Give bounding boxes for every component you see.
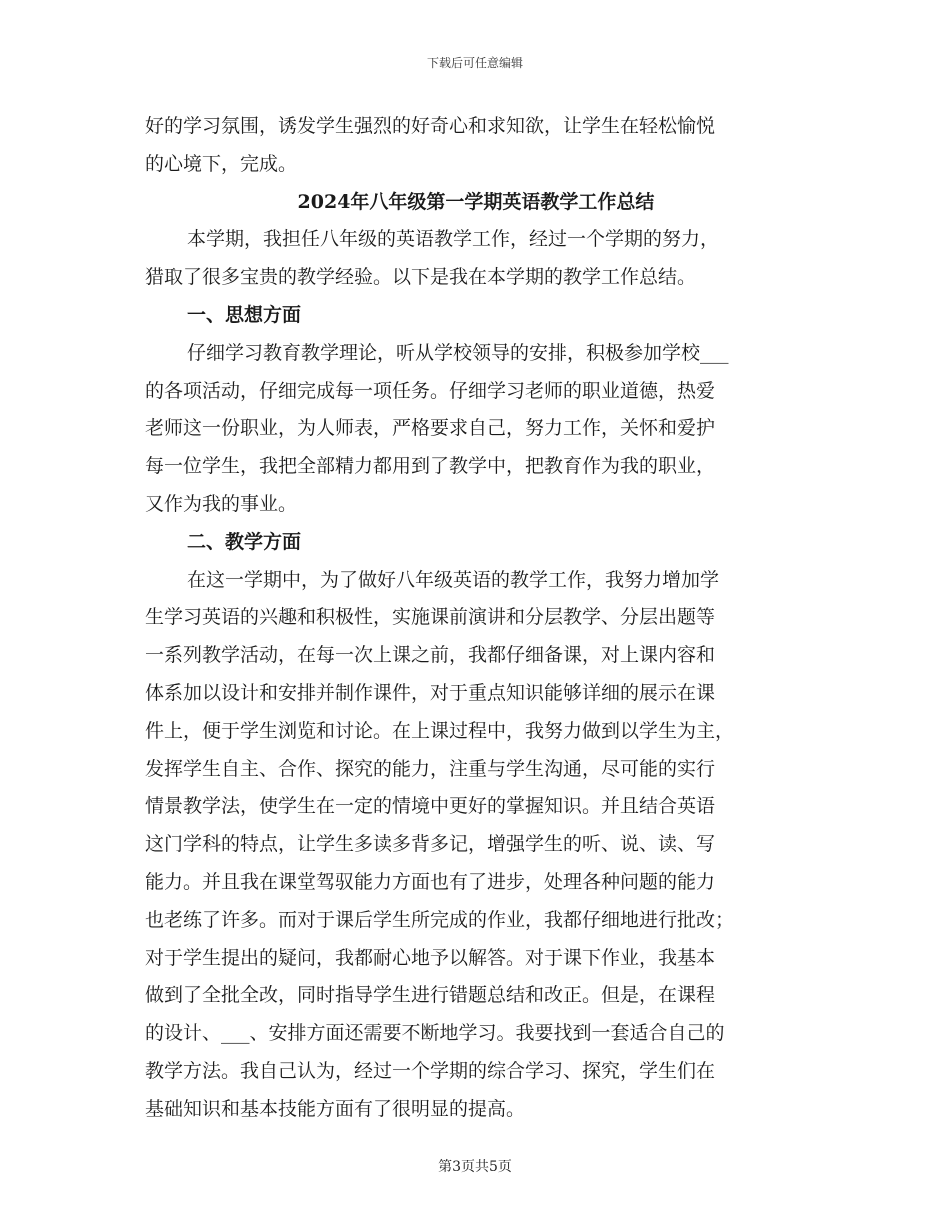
text-line: 也老练了许多。而对于课后学生所完成的作业，我都仔细地进行批改； [145, 908, 735, 931]
text-line: 基础知识和基本技能方面有了很明显的提高。 [145, 1097, 526, 1120]
text-line: 情景教学法，使学生在一定的情境中更好的掌握知识。并且结合英语 [145, 795, 716, 818]
text-line: 的心境下，完成。 [145, 152, 298, 175]
text-line: 的设计、___、安排方面还需要不断地学习。我要找到一套适合自己的 [145, 1022, 725, 1045]
paragraph-first-line: 仔细学习教育教学理论，听从学校领导的安排，积极参加学校___ [187, 341, 729, 364]
text-line: 老师这一份职业，为人师表，严格要求自己，努力工作，关怀和爱护 [145, 417, 716, 440]
text-line: 又作为我的事业。 [145, 492, 298, 515]
page-number: 第3页共5页 [438, 1159, 512, 1175]
paragraph-first-line: 本学期，我担任八年级的英语教学工作，经过一个学期的努力， [187, 228, 720, 251]
document-title: 2024年八年级第一学期英语教学工作总结 [297, 190, 655, 213]
text-line: 发挥学生自主、合作、探究的能力，注重与学生沟通，尽可能的实行 [145, 757, 716, 780]
text-line: 一系列教学活动，在每一次上课之前，我都仔细备课，对上课内容和 [145, 644, 716, 667]
paragraph-first-line: 在这一学期中，为了做好八年级英语的教学工作，我努力增加学 [187, 568, 720, 591]
text-line: 能力。并且我在课堂驾驭能力方面也有了进步，处理各种问题的能力 [145, 870, 716, 893]
page-header: 下载后可任意编辑 [426, 56, 523, 70]
text-line: 的各项活动，仔细完成每一项任务。仔细学习老师的职业道德，热爱 [145, 379, 716, 402]
text-line: 每一位学生，我把全部精力都用到了教学中，把教育作为我的职业， [145, 455, 716, 478]
text-line: 好的学习氛围，诱发学生强烈的好奇心和求知欲，让学生在轻松愉悦 [145, 115, 716, 137]
text-line: 生学习英语的兴趣和积极性，实施课前演讲和分层教学、分层出题等 [145, 606, 716, 629]
text-line: 教学方法。我自己认为，经过一个学期的综合学习、探究，学生们在 [145, 1059, 716, 1082]
document-body [145, 108, 807, 1129]
section-heading-teaching: 二、教学方面 [187, 530, 302, 553]
text-line: 对于学生提出的疑问，我都耐心地予以解答。对于课下作业，我基本 [145, 946, 716, 969]
text-line: 做到了全批全改，同时指导学生进行错题总结和改正。但是，在课程 [145, 984, 716, 1007]
text-line: 件上，便于学生浏览和讨论。在上课过程中，我努力做到以学生为主， [145, 719, 735, 742]
text-line: 猎取了很多宝贵的教学经验。以下是我在本学期的教学工作总结。 [145, 266, 697, 289]
text-line: 体系加以设计和安排并制作课件，对于重点知识能够详细的展示在课 [145, 681, 716, 704]
text-line: 这门学科的特点，让学生多读多背多记，增强学生的听、说、读、写 [145, 833, 716, 856]
section-heading-thought: 一、思想方面 [187, 303, 302, 326]
